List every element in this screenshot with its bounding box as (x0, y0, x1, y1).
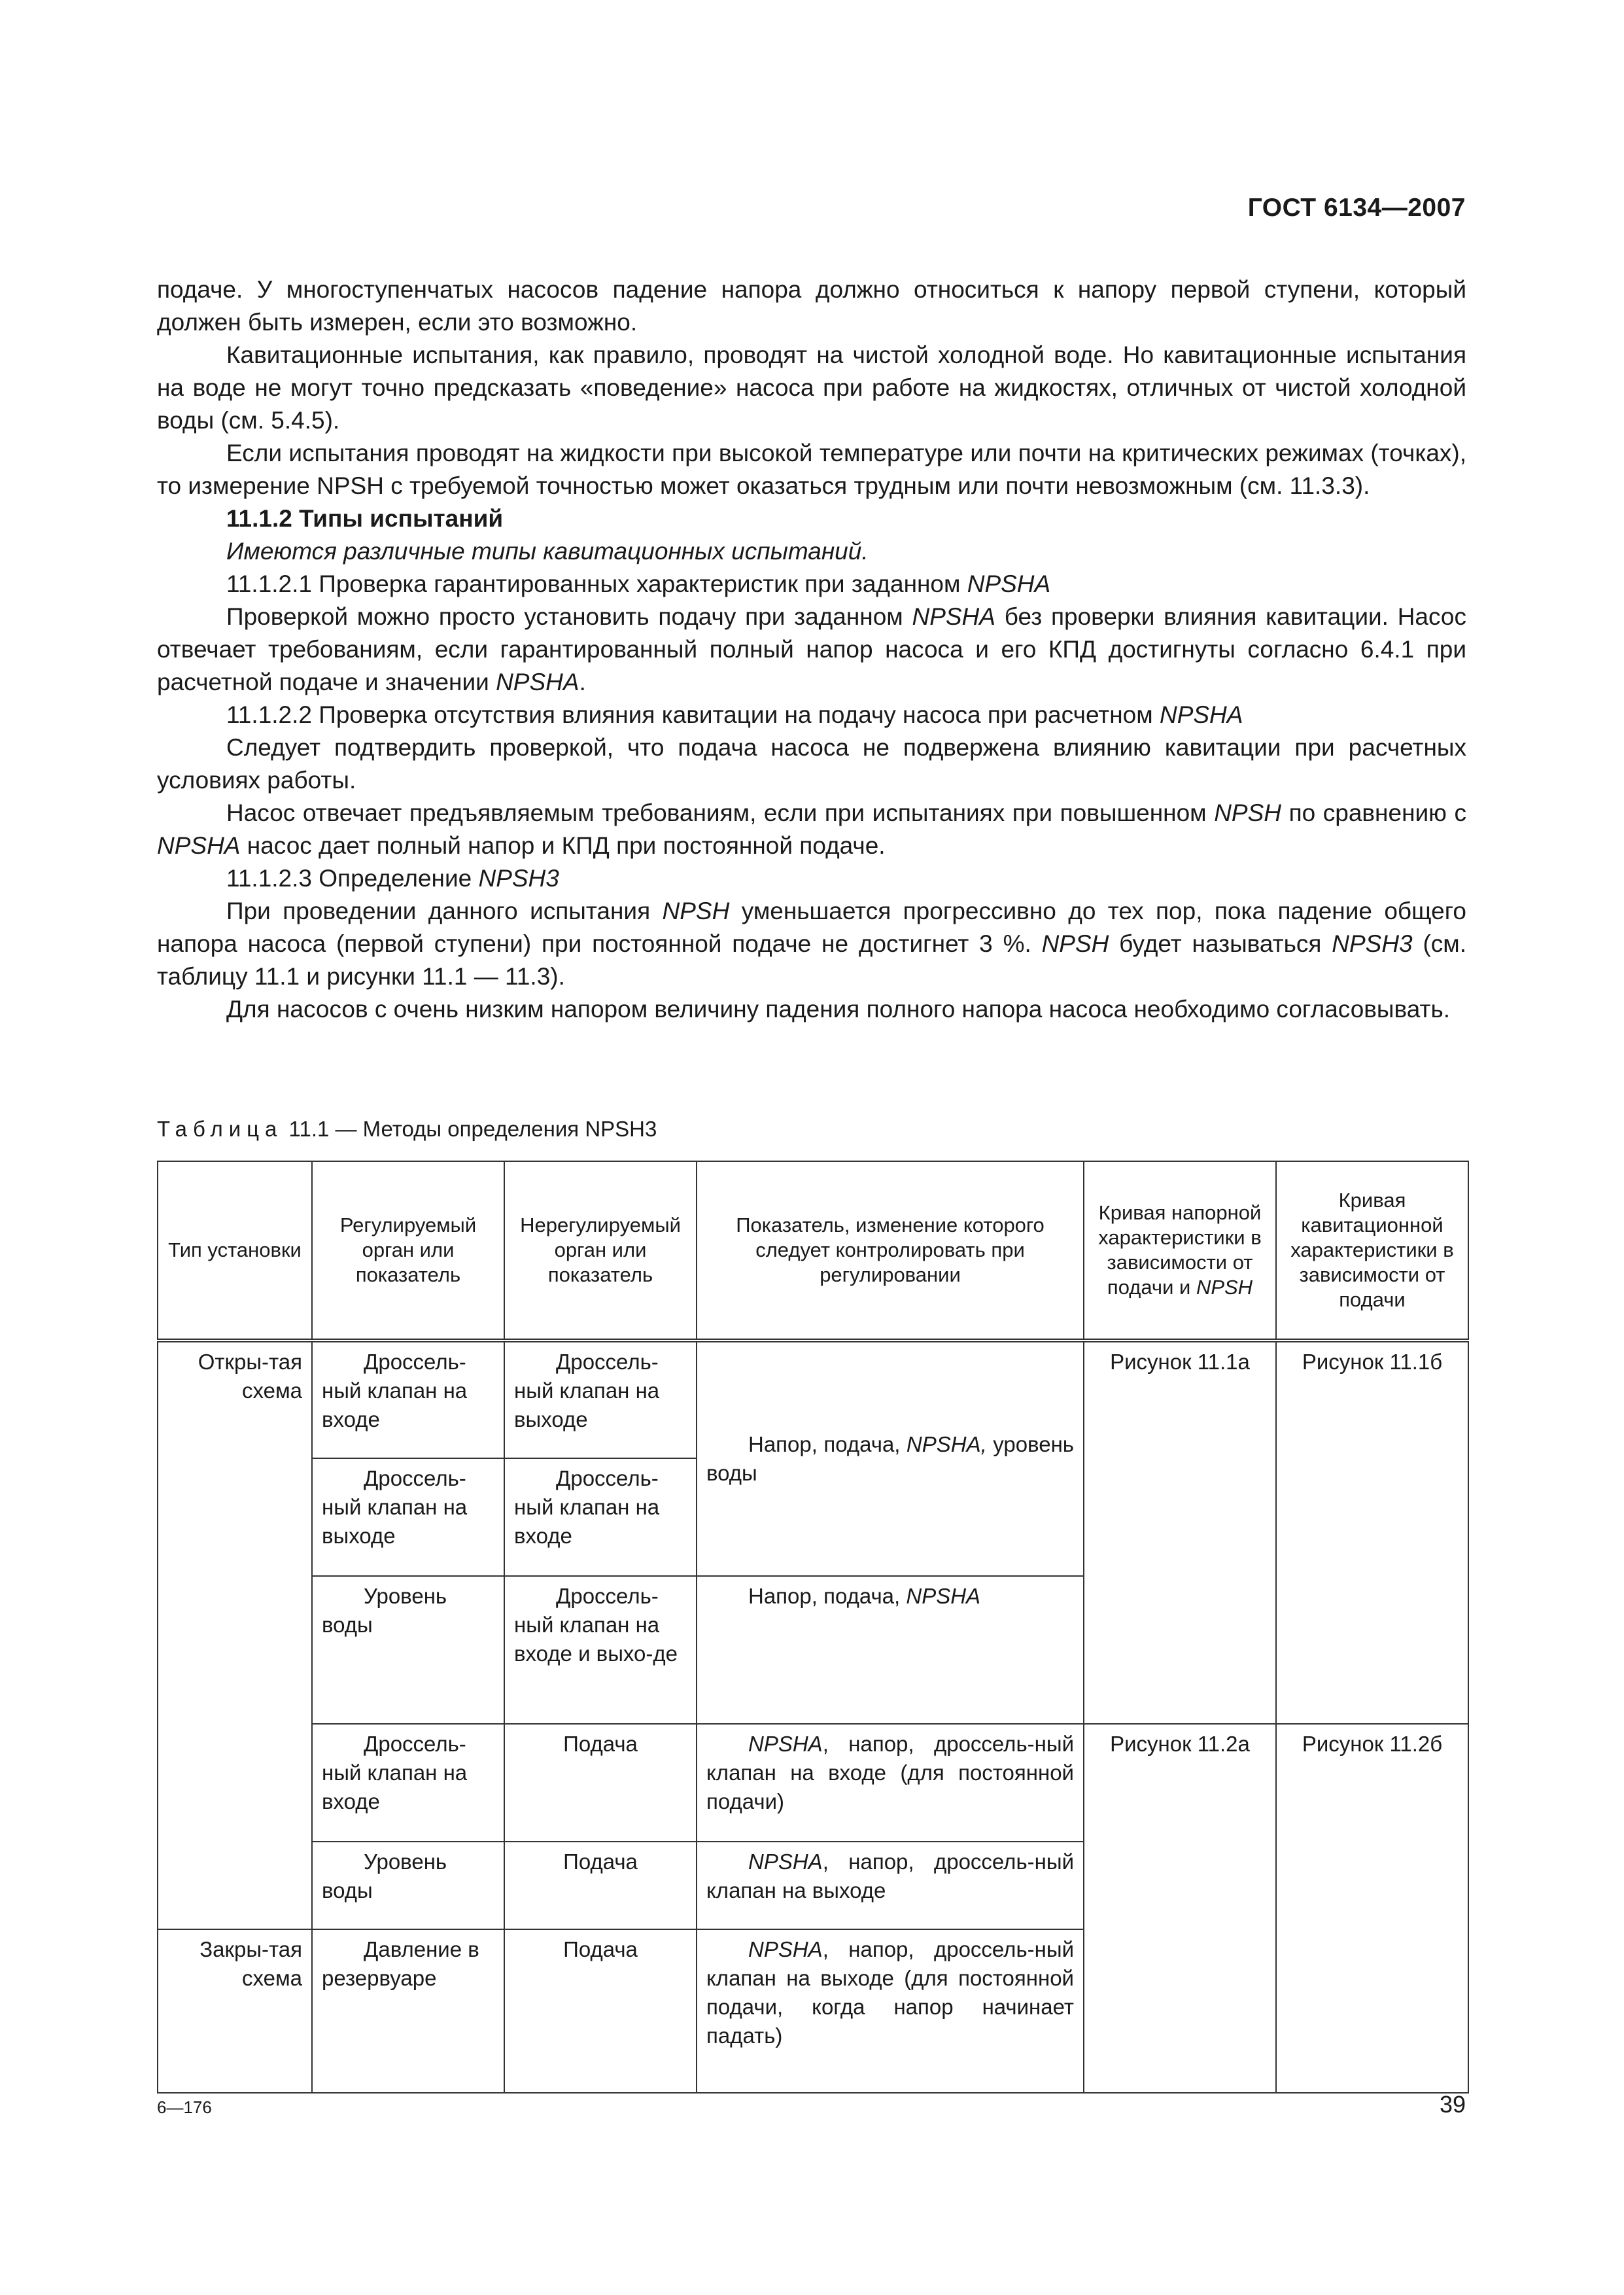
unregulated-cell: Подача (504, 1929, 697, 2093)
paragraph: Для насосов с очень низким напором величину падения полного напора насоса необходимо согласовывать. (226, 996, 1451, 1023)
unregulated-cell: Дроссель-ный клапан на входе и выхо-де (504, 1576, 697, 1724)
section-heading: 11.1.2 Типы испытаний (226, 505, 504, 532)
figure-ref: Рисунок 11.1б (1276, 1340, 1468, 1724)
paragraph: Если испытания проводят на жидкости при высокой температуре или почти на критических режимах (точках), то измерение NPSH с требуемой точностью может оказаться трудным или почти невозможным (см. 11.3.3). (157, 440, 1466, 499)
print-mark: 6—176 (157, 2097, 212, 2117)
regulated-cell: Дроссель-ный клапан на входе (312, 1724, 504, 1842)
unregulated-cell: Дроссель-ный клапан на выходе (504, 1340, 697, 1458)
subsection-heading: 11.1.2.3 Определение NPSH3 (226, 865, 559, 892)
header-cavitation-curve: Кривая кавитационной характеристики в зависимости от подачи (1276, 1161, 1468, 1340)
header-indicator: Показатель, изменение которого следует контролировать при регулировании (697, 1161, 1084, 1340)
paragraph: Проверкой можно просто установить подачу при заданном NPSHA без проверки влияния кавитации. Насос отвечает требованиям, если гарантированный полный напор насоса и его КПД достигнуты согласно 6.4.1 при расчетной подаче и значении NPSHA. (157, 603, 1466, 695)
regulated-cell: Давление в резервуаре (312, 1929, 504, 2093)
installation-type-closed: Закры-тая схема (158, 1929, 312, 2093)
body-text (157, 273, 1466, 1026)
paragraph: подаче. У многоступенчатых насосов падение напора должно относиться к напору первой ступени, который должен быть измерен, если это возможно. (157, 276, 1466, 336)
regulated-cell: Дроссель-ный клапан на входе (312, 1340, 504, 1458)
indicator-cell: Напор, подача, NPSHA (697, 1576, 1084, 1724)
table-row (158, 1340, 1468, 1458)
page-number: 39 (1439, 2091, 1466, 2118)
paragraph: Насос отвечает предъявляемым требованиям, если при испытаниях при повышенном NPSH по сравнению с NPSHA насос дает полный напор и КПД при постоянной подаче. (157, 799, 1466, 859)
header-head-curve: Кривая напорной характеристики в зависимости от подачи и NPSH (1084, 1161, 1276, 1340)
indicator-cell: Напор, подача, NPSHA, уровень воды (697, 1340, 1084, 1576)
subsection-heading: 11.1.2.1 Проверка гарантированных характеристик при заданном NPSHA (226, 570, 1051, 597)
unregulated-cell: Подача (504, 1842, 697, 1929)
table-caption: Таблица 11.1 — Методы определения NPSH3 (157, 1117, 657, 1141)
installation-type-open: Откры-тая схема (158, 1340, 312, 1929)
regulated-cell: Уровень воды (312, 1842, 504, 1929)
regulated-cell: Уровень воды (312, 1576, 504, 1724)
figure-ref: Рисунок 11.1а (1084, 1340, 1276, 1724)
regulated-cell: Дроссель-ный клапан на выходе (312, 1458, 504, 1576)
subsection-heading: 11.1.2.2 Проверка отсутствия влияния кавитации на подачу насоса при расчетном NPSHA (226, 701, 1243, 728)
methods-table (157, 1161, 1469, 2094)
unregulated-cell: Подача (504, 1724, 697, 1842)
document-header: ГОСТ 6134—2007 (1247, 194, 1466, 222)
table-row (158, 1724, 1468, 1842)
header-installation-type: Тип установки (158, 1161, 312, 1340)
unregulated-cell: Дроссель-ный клапан на входе (504, 1458, 697, 1576)
table-header-row (158, 1161, 1468, 1340)
indicator-cell: NPSHA, напор, дроссель-ный клапан на выходе (697, 1842, 1084, 1929)
header-unregulated: Нерегулируемый орган или показатель (504, 1161, 697, 1340)
figure-ref: Рисунок 11.2а (1084, 1724, 1276, 2093)
paragraph: При проведении данного испытания NPSH уменьшается прогрессивно до тех пор, пока падение общего напора насоса (первой ступени) при постоянной подаче не достигнет 3 %. NPSH будет называться NPSH3 (см. таблицу 11.1 и рисунки 11.1 — 11.3). (157, 898, 1466, 990)
indicator-cell: NPSHA, напор, дроссель-ный клапан на входе (для постоянной подачи) (697, 1724, 1084, 1842)
paragraph: Следует подтвердить проверкой, что подача насоса не подвержена влиянию кавитации при расчетных условиях работы. (157, 734, 1466, 794)
header-regulated: Регулируемый орган или показатель (312, 1161, 504, 1340)
paragraph: Имеются различные типы кавитационных испытаний. (226, 538, 869, 565)
paragraph: Кавитационные испытания, как правило, проводят на чистой холодной воде. Но кавитационные испытания на воде не могут точно предсказать «поведение» насоса при работе на жидкостях, отличных от чистой холодной воды (см. 5.4.5). (157, 342, 1466, 434)
indicator-cell: NPSHA, напор, дроссель-ный клапан на выходе (для постоянной подачи, когда напор начинает падать) (697, 1929, 1084, 2093)
figure-ref: Рисунок 11.2б (1276, 1724, 1468, 2093)
